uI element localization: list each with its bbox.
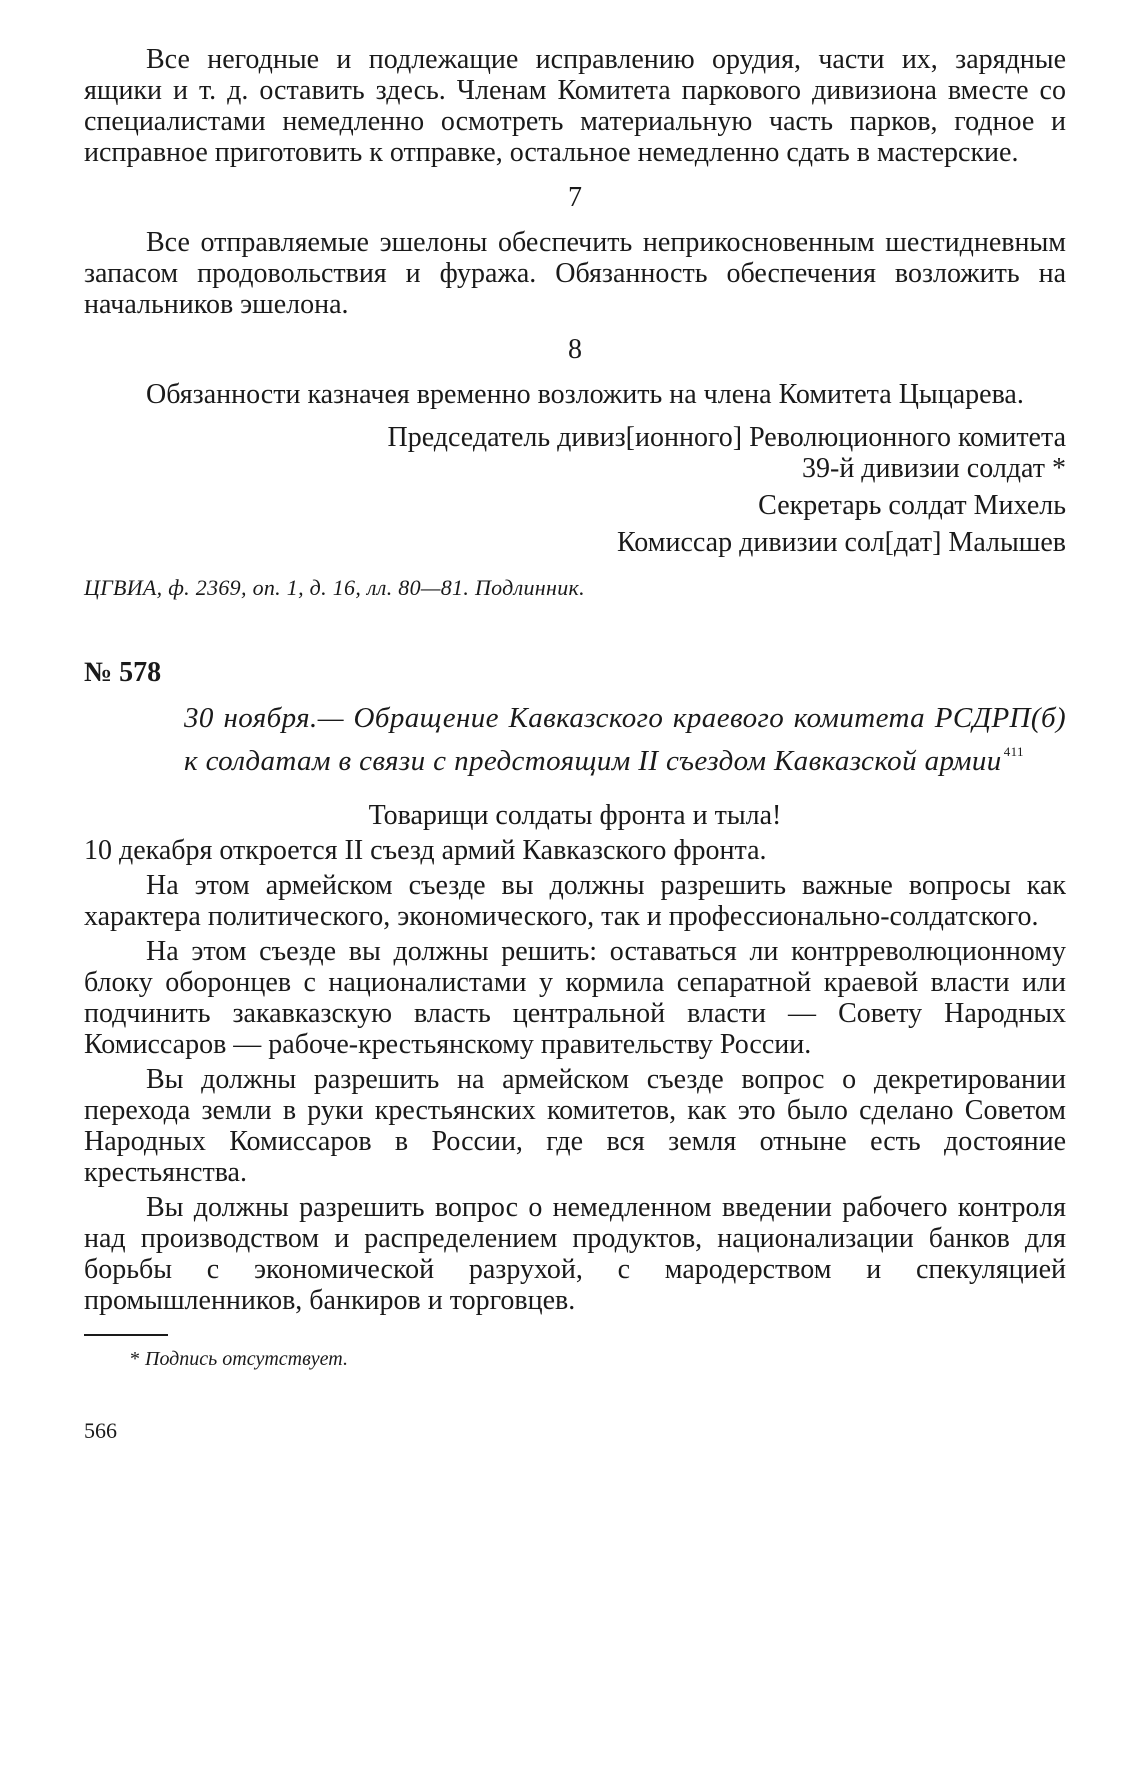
appeal-line: Товарищи солдаты фронта и тыла!: [368, 800, 782, 831]
body-paragraph-3: На этом съезде вы должны решить: оставаться ли контрреволюционному блоку оборонцев с националистами у кормила сепаратной краевой власти или подчинить закавказскую власть центральной власти — Совету Народных Комиссаров — рабоче-крестьянскому правительству России.: [84, 936, 1066, 1060]
archive-source: ЦГВИА, ф. 2369, оп. 1, д. 16, лл. 80—81. Подлинник.: [84, 575, 585, 600]
signature-line-secretary: Секретарь солдат Михель: [758, 490, 1066, 521]
body-paragraph-5: Вы должны разрешить вопрос о немедленном введении рабочего контроля над производством и распределением продуктов, национализации банков для борьбы с экономической разрухой, с мародерством и спекуляцией промышленников, банкиров и торговцев.: [84, 1192, 1066, 1316]
footnote: [130, 1344, 1066, 1375]
document-number: № 578: [84, 657, 162, 688]
section-number-8: 8: [568, 334, 582, 365]
footnote-divider: [84, 1334, 168, 1336]
section-8-text: Обязанности казначея временно возложить на члена Комитета Цыцарева.: [146, 379, 1024, 410]
document-heading: [184, 702, 1066, 778]
note-reference: 411: [1003, 744, 1024, 759]
document-heading-text: 30 ноября.— Обращение Кавказского краевого комитета РСДРП(б) к солдатам в связи с предстоящим II съездом Кавказской армии: [184, 702, 1066, 777]
signature-line-commissar: Комиссар дивизии сол[дат] Малышев: [617, 527, 1066, 558]
signature-line-division: 39-й дивизии солдат *: [802, 453, 1066, 484]
body-paragraph-2: На этом армейском съезде вы должны разрешить важные вопросы как характера политического, экономического, так и профессионально-солдатского.: [84, 870, 1066, 932]
section-7-text: Все отправляемые эшелоны обеспечить неприкосновенным шестидневным запасом продовольствия и фуража. Обязанность обеспечения возложить на начальников эшелона.: [84, 227, 1066, 320]
document-page: [84, 44, 1066, 1446]
page-number: 566: [84, 1418, 117, 1443]
body-paragraph-1: 10 декабря откроется II съезд армий Кавказского фронта.: [84, 835, 767, 866]
footnote-text: Подпись отсутствует.: [145, 1348, 348, 1370]
body-paragraph-4: Вы должны разрешить на армейском съезде вопрос о декретировании перехода земли в руки крестьянских комитетов, как это было сделано Советом Народных Комиссаров в России, где вся земля отныне есть достояние крестьянства.: [84, 1064, 1066, 1188]
continued-paragraph: Все негодные и подлежащие исправлению орудия, части их, зарядные ящики и т. д. оставить здесь. Членам Комитета паркового дивизиона вместе со специалистами немедленно осмотреть материальную часть парков, годное и исправное приготовить к отправке, остальное немедленно сдать в мастерские.: [84, 44, 1066, 168]
section-number-7: 7: [568, 182, 582, 213]
footnote-mark: *: [130, 1348, 140, 1370]
signature-line-chairman: Председатель дивиз[ионного] Революционного комитета: [387, 422, 1066, 453]
signature-block: [84, 422, 1066, 558]
